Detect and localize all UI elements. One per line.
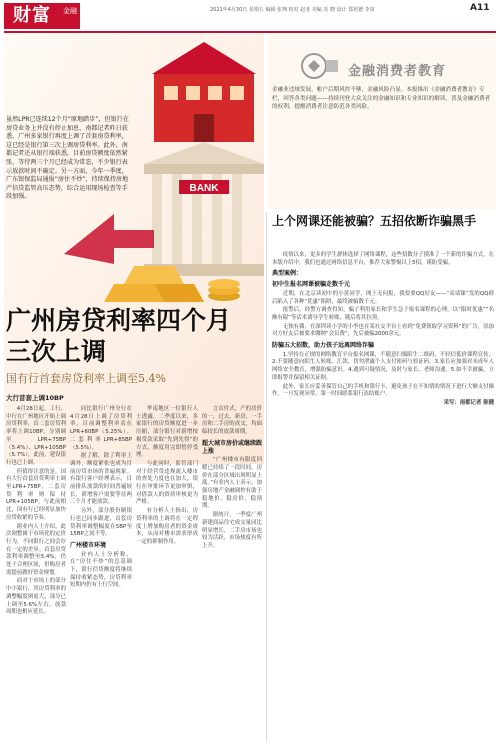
right-headline: 上个网课还能被骗？五招依断诈骗黑手: [272, 214, 477, 228]
section-logo-sub: 金融: [60, 3, 80, 29]
page-number: A11: [470, 3, 490, 13]
section-heading-1: 大行首套上调10BP: [6, 394, 64, 402]
article-column-1: 4月28日起，工行、中行在广州地区开始上调房贷利率，首二套房贷利率将上调10BP，分别调至LPR+75BP（5.4%）、LPR+105BP（5.7%），此前，建设银行也已上调。 但值得注意的是，国有大行首套房贷利率上调至LPR+75BP，二套房贷利率则保持LPR+105BP。与此前相比，国有行已经明显加快房贷收紧的节奏。 据业内人士介绍，此次调整属于市场化的定价行为，不同银行之间会存在一定的差异。首套房贷款利率调整至5.4%，仍处于合理区间，但购房者需提前做好资金规划。 而对于市场上的部分中小银行，其房贷利率的调整幅度则更大，部分已上调至5.6%左右，放款周期也相应延长。: [6, 406, 66, 616]
right-reporter: 采写：南都记者 陈健: [443, 399, 494, 406]
svg-text:BANK: BANK: [189, 183, 219, 194]
photo-caption: 虽然LPR已连续12个月“原地踏步”，但银行在房贷业务上并没有停止加息，南都记者昨日获悉，广州多家银行再度上调了首套房贷利率，这已经是银行第三次上调房贷利率。此外，南都记者还从银行端获悉，目前房贷额度依然紧张，等待两三个月已经成为常态，不少银行表示放款时间不确定。另一方面，今年一季度，广东银保监局通报“房住不炒”，持续保持房地产信贷监管高压态势，综合运用现场检查等手段加强。: [6, 116, 129, 201]
masthead-rule: [4, 31, 496, 33]
column-title: 金融消费者教育: [348, 64, 447, 79]
sub-headline: 国有行首套房贷利率上调至5.4%: [6, 372, 166, 385]
article-column-2: 同比银行广州分行在4月28日上调了房贷利率，目前调整利率表在LPR+60BP（5.25%）。二套利率LPR+85BP（5.5%）。 据了解，除了利率上调外，额度紧张也成为目前房贷市场的普遍现象。有银行客户经理表示，目前排队放款的时间普遍较长，新增客户需要等待两三个月才能放款。 另外，部分股份制银行也已同步跟进，首套房贷利率调整幅度在5BP至15BP之间不等。 广州楼市环境 业内人士分析称，在“房住不炒”的总基调下，银行信贷额度将继续保持收紧态势，房贷利率短期内仍有上行空间。: [70, 406, 132, 589]
section-logo: 财富: [4, 3, 60, 29]
article-column-4: 言首付式，产的房价的一，过去，新房、一手房和二手房的成交，均面临较长的放款周期。 超大城市房价或继续跟上涨 “广州楼市有限度回暖已持续了一段时间，房价在部分区域出现明显上涨。”有业内人士表示，加强房地产金融调控有助于稳地价、稳房价、稳预期。 据统计，一季度广州新建商品住宅成交量同比明显增长，二手房市场也较为活跃，市场热度有所上升。: [202, 406, 263, 549]
column-intro: 金融业违规发展，帐户后期风控不够，金融风险凸显。本报推出《金融消费者教育》专栏，回答各类问题——持续刊登大众关注的金融知识和专业知识的解读，普及金融消费者的权利，提醒消费者注意防范各类风险。: [272, 87, 491, 110]
right-article: 疫情以来，更多的学生群体选择了网络课程，这些招数分子摸准了一个新的诈骗方式。在本版介绍中，我们也通过网络信息平台，推荐大家警惕以上5招，谨防受骗。 典型案例： 初中生报名网课被骗走数千元 近期，在北京读初中的小黄同学，网上无问报，我要要QQ好友——“高请课”发的QQ群后陷入了各种“优惠”陷阱，最终被骗数千元。 报警后，经警方调查得知，骗子利用家长和学生急于报名课程的心理，以“限时优惠”“名额有限”等话术诱导学生转账，随后将其拉黑。 无独有偶，在深圳读小学的小李也在某社交平台上看到“免费领取学习资料”的广告，添加对方好友后被要求缴纳“会员费”，先后被骗2000余元。 防骗五大招数，助力孩子远离网络诈骗 1.坚持在正规的网络教育平台报名网课，不随意扫描陌生二维码，不轻信低价课程宣传。2.不要随意向陌生人转账、汇款，切勿泄露个人支付密码与验证码。3.家长应加强对未成年人网络安全教育，增强防骗意识。4.遇到可疑情况，及时与家长、老师沟通。5.如不幸被骗，立即报警并保留相关证据。 此外，家长应妥善保管自己的手机和银行卡，避免孩子在不知情的情况下进行大额支付操作。一旦发现异常，第一时间联系银行冻结账户。 采写：南都记者 陈健: [272, 252, 494, 406]
column-divider: [266, 212, 267, 742]
main-headline: 广州房贷利率四个月三次上调: [6, 306, 232, 366]
masthead-meta: 2021年4月30日 星期五 编辑 张翔 校对 赵亚 美编 苏 晓 设计 郑培德 李苗: [210, 7, 375, 13]
masthead: [0, 0, 500, 32]
article-column-3: 华南地区一位银行人士透露，二季度以来，多家银行的房贷额度进一步压缩，部分银行对新增按揭贷款采取“先到先得”的方式，额度用完即暂停受理。 与此同时，监管部门对于经营贷违规流入楼市的查处力度也在加大，银行在审批环节更加审慎，对借款人的资质审核更为严格。 有分析人士指出，房贷利率的上调将在一定程度上增加购房者的资金成本，从而对楼市需求形成一定的抑制作用。: [136, 406, 198, 545]
consumer-education-logo-icon: [300, 52, 340, 84]
